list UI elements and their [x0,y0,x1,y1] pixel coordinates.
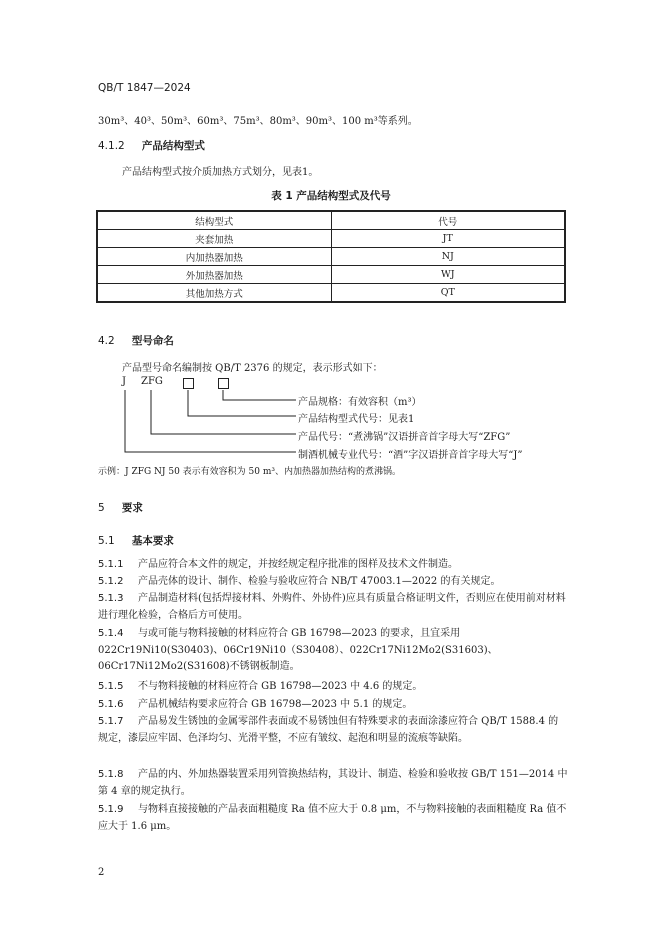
code-label-specialty: 制酒机械专业代号：“酒”字汉语拼音首字母大写“J” [298,450,523,461]
document-header: QB/T 1847—2024 [98,82,191,94]
code-j: J [122,376,127,387]
clause [98,626,568,676]
table-cell: 内加热器加热 [97,248,331,266]
section-title: 要求 [121,502,143,514]
section-number: 4.1.2 [98,140,125,152]
clause [98,679,422,696]
clause-number: 5.1.9 [98,804,124,815]
clause-text: 产品易发生锈蚀的金属零部件表面或不易锈蚀但有特殊要求的表面涂漆应符合 QB/T 1588.4 的规定，漆层应牢固、色泽均匀、光滑平整，不应有皱纹、起泡和明显的流痕等缺陷。 [98,716,559,744]
leader-line-structure [188,390,296,416]
section-title: 产品结构型式 [141,140,205,152]
clause-number: 5.1.1 [98,559,124,570]
clause-text: 产品的内、外加热器装置采用列管换热结构，其设计、制造、检验和验收按 GB/T 151—2014 中第 4 章的规定执行。 [98,769,568,797]
series-line: 30m³、40³、50m³、60m³、75m³、80m³、90m³、100 m³等系列。 [98,116,418,127]
clause-text: 不与物料接触的材料应符合 GB 16798—2023 中 4.6 的规定。 [138,681,423,692]
clause [98,714,568,747]
section-5-heading [98,500,143,515]
clause-text: 与物料直接接触的产品表面粗糙度 Ra 值不应大于 0.8 μm，不与物料接触的表面粗糙度 Ra 值不应大于 1.6 μm。 [98,804,567,832]
clause [98,574,500,591]
example-note: 示例：J ZFG NJ 50 表示有效容积为 50 m³、内加热器加热结构的煮沸锅。 [98,467,401,477]
table-cell: WJ [331,266,565,284]
clause-number: 5.1.2 [98,576,124,587]
table-cell: 外加热器加热 [97,266,331,284]
section-title: 型号命名 [131,335,174,347]
clause-number: 5.1.5 [98,681,124,692]
section-4-2-text: 产品型号命名编制按 QB/T 2376 的规定，表示形式如下： [122,363,383,374]
code-zfg: ZFG [141,376,163,387]
clause [98,557,458,574]
section-number: 4.2 [98,335,115,347]
clause [98,697,412,714]
clause-text: 与或可能与物料接触的材料应符合 GB 16798—2023 的要求，且宜采用 022Cr19Ni10(S30403)、06Cr19Ni10（S30408）、022Cr17Ni12Mo2(S31603)、06Cr17Ni12Mo2(S31608)不锈钢板制造。 [98,628,498,672]
code-label-product: 产品代号：“煮沸锅”汉语拼音首字母大写“ZFG” [298,432,511,443]
clause-text: 产品制造材料(包括焊接材料、外购件、外协件)应具有质量合格证明文件，否则应在使用前对材料进行理化检验，合格后方可使用。 [98,593,566,621]
code-label-spec: 产品规格：有效容积（m³） [298,397,422,408]
code-label-structure: 产品结构型式代号：见表1 [298,414,415,425]
clause [98,591,568,624]
clause-number: 5.1.8 [98,769,124,780]
clause [98,802,568,835]
page-number: 2 [98,867,105,878]
table-header-cell: 代号 [331,211,565,230]
clause-text: 产品壳体的设计、制作、检验与验收应符合 NB/T 47003.1—2022 的有关规定。 [138,576,501,587]
clause-text: 产品机械结构要求应符合 GB 16798—2023 中 5.1 的规定。 [138,699,413,710]
table-cell: JT [331,230,565,248]
clause [98,767,568,800]
table-1-title: 表 1 产品结构型式及代号 [271,190,391,202]
section-number: 5 [98,502,105,514]
table-cell: QT [331,284,565,303]
clause-number: 5.1.3 [98,593,124,604]
clause-text: 产品应符合本文件的规定，并按经规定程序批准的图样及技术文件制造。 [138,559,458,570]
section-title: 基本要求 [131,535,174,547]
clause-number: 5.1.7 [98,716,124,727]
leader-line-spec [223,390,296,400]
clause-number: 5.1.4 [98,628,124,639]
section-5-1-heading [98,533,174,548]
table-cell: 夹套加热 [97,230,331,248]
table-cell: NJ [331,248,565,266]
table-cell: 其他加热方式 [97,284,331,303]
section-4-1-2-text: 产品结构型式按介质加热方式划分，见表1。 [122,167,319,178]
section-number: 5.1 [98,535,115,547]
table-header-cell: 结构型式 [97,211,331,230]
clause-number: 5.1.6 [98,699,124,710]
